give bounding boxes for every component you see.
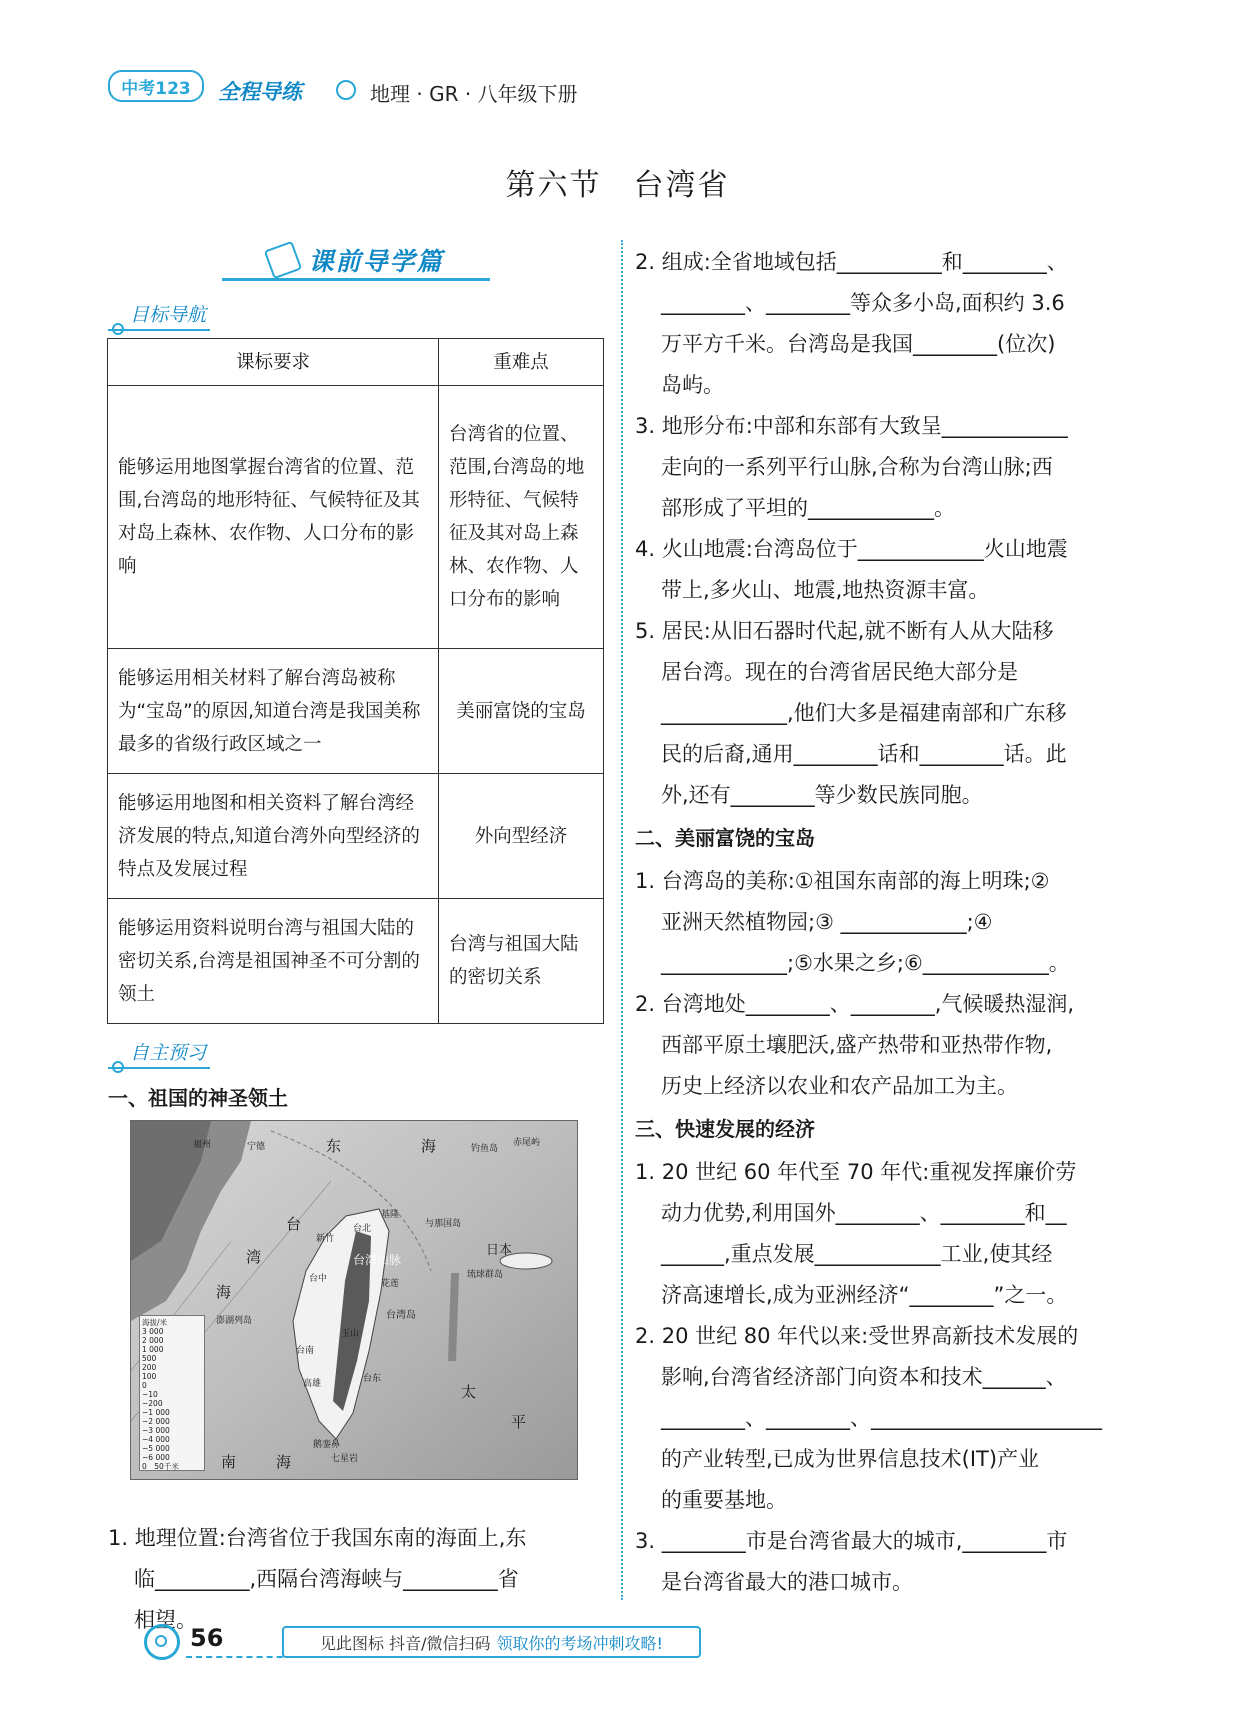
question-line: 2. 组成:全省地域包括__________和________、 <box>635 250 1068 274</box>
question-line: 1. 地理位置:台湾省位于我国东南的海面上,东 <box>108 1526 527 1550</box>
question-line: 3. 地形分布:中部和东部有大致呈____________ <box>635 414 1068 438</box>
question-line: 4. 火山地震:台湾岛位于____________火山地震 <box>635 537 1068 561</box>
question-line: 历史上经济以农业和农产品加工为主。 <box>661 1074 1018 1098</box>
question-line: ________、________等众多小岛,面积约 3.6 <box>661 291 1065 315</box>
question-line: 临_________,西隔台湾海峡与_________省 <box>134 1567 519 1591</box>
section-title: 课前导学篇 <box>308 247 444 276</box>
legend-item: 1 000 <box>142 1345 164 1354</box>
scan-notice <box>282 1626 701 1658</box>
map-label: 澎湖列岛 <box>216 1316 253 1326</box>
legend-title: 海拔/米 <box>142 1318 168 1327</box>
map-scale: 0 50千米 <box>142 1462 179 1471</box>
map-label: 与那国岛 <box>425 1219 462 1229</box>
table-cell: 能够运用地图和相关资料了解台湾经济发展的特点,知道台湾外向型经济的特点及发展过程 <box>108 774 439 899</box>
question-line: 影响,台湾省经济部门向资本和技术______、 <box>661 1365 1067 1389</box>
map-label: 台中 <box>309 1274 328 1284</box>
map-label: 太 <box>461 1383 477 1401</box>
legend-item: −2 000 <box>142 1417 170 1426</box>
table-row <box>108 774 604 899</box>
question-line: 的重要基地。 <box>661 1488 787 1512</box>
table-cell: 能够运用相关材料了解台湾岛被称为“宝岛”的原因,知道台湾是我国美称最多的省级行政区域之一 <box>108 649 439 774</box>
column-divider <box>621 240 623 1600</box>
map-label: 新竹 <box>316 1234 335 1244</box>
table-cell: 能够运用地图掌握台湾省的位置、范围,台湾岛的地形特征、气候特征及其对岛上森林、农作物、人口分布的影响 <box>108 386 439 649</box>
map-label: 宁德 <box>247 1142 266 1152</box>
map-legend <box>139 1315 205 1471</box>
book-info: 地理 · GR · 八年级下册 <box>370 82 578 106</box>
map-label: 台湾岛 <box>386 1310 416 1321</box>
target-icon <box>336 80 356 100</box>
map-label: 七星岩 <box>331 1454 359 1464</box>
table-cell: 台湾省的位置、范围,台湾岛的地形特征、气候特征及其对岛上森林、农作物、人口分布的影响 <box>439 386 604 649</box>
legend-item: 100 <box>142 1372 157 1381</box>
map-label: 基隆 <box>381 1210 400 1220</box>
map-label: 海 <box>421 1137 437 1155</box>
legend-item: −5 000 <box>142 1444 170 1453</box>
heading-sacred-territory: 一、祖国的神圣领土 <box>108 1086 288 1110</box>
question-line: 民的后裔,通用________话和________话。此 <box>661 742 1067 766</box>
map-label: 南 <box>221 1453 237 1471</box>
question-line: ____________,他们大多是福建南部和广东移 <box>661 701 1067 725</box>
section-banner <box>222 242 490 281</box>
section-heading: 三、快速发展的经济 <box>635 1117 815 1141</box>
map-label: 日本 <box>486 1243 513 1258</box>
table-header: 重难点 <box>439 339 604 386</box>
map-label: 台 <box>286 1215 302 1233</box>
question-line: 5. 居民:从旧石器时代起,就不断有人从大陆移 <box>635 619 1054 643</box>
map-label: 玉山 <box>341 1329 360 1339</box>
legend-item: −1 000 <box>142 1408 170 1417</box>
map-label: 台东 <box>363 1374 382 1384</box>
legend-item: −3 000 <box>142 1426 170 1435</box>
legend-item: −200 <box>142 1399 163 1408</box>
question-line: 部形成了平坦的____________。 <box>661 496 955 520</box>
table-row <box>108 899 604 1024</box>
scan-notice-highlight: 领取你的考场冲刺攻略! <box>496 1633 663 1653</box>
legend-list <box>142 1327 202 1462</box>
right-column <box>635 242 1127 1603</box>
question-line: 动力优势,利用国外________、________和__ <box>661 1201 1067 1225</box>
question-line: 西部平原土壤肥沃,盛产热带和亚热带作物, <box>661 1033 1053 1057</box>
table-header-row <box>108 339 604 386</box>
map-label: 平 <box>511 1413 527 1431</box>
question-line: 2. 20 世纪 80 年代以来:受世界高新技术发展的 <box>635 1324 1079 1348</box>
map-label: 湾 <box>246 1248 262 1266</box>
legend-item: −10 <box>142 1390 158 1399</box>
map-label: 高雄 <box>303 1379 322 1389</box>
question-line: 万平方千米。台湾岛是我国________(位次) <box>661 332 1056 356</box>
table-row <box>108 386 604 649</box>
map-label: 台湾山脉 <box>353 1253 402 1267</box>
map-label: 福州 <box>193 1140 212 1150</box>
legend-item: −6 000 <box>142 1453 170 1462</box>
map-label: 赤尾屿 <box>513 1138 541 1148</box>
section-heading: 二、美丽富饶的宝岛 <box>635 826 815 850</box>
question-line: 是台湾省最大的港口城市。 <box>661 1570 913 1594</box>
brand-logo: 中考123 <box>108 70 204 102</box>
question-line: 1. 台湾岛的美称:①祖国东南部的海上明珠;② <box>635 869 1050 893</box>
question-line: 带上,多火山、地震,地热资源丰富。 <box>661 578 990 602</box>
pen-icon <box>264 241 302 279</box>
map-label: 琉球群岛 <box>467 1270 504 1280</box>
question-location <box>108 1518 608 1641</box>
map-label: 海 <box>216 1283 232 1301</box>
brand-name: 全程导练 <box>218 80 302 104</box>
question-line: 外,还有________等少数民族同胞。 <box>661 783 983 807</box>
table-cell: 美丽富饶的宝岛 <box>439 649 604 774</box>
question-line: 济高速增长,成为亚洲经济“________”之一。 <box>661 1283 1068 1307</box>
page-title: 第六节 台湾省 <box>505 168 730 203</box>
question-line: 走向的一系列平行山脉,合称为台湾山脉;西 <box>661 455 1053 479</box>
legend-item: −4 000 <box>142 1435 170 1444</box>
map-label: 鹅銮鼻 <box>313 1440 341 1450</box>
map-label: 钓鱼岛 <box>471 1144 499 1154</box>
question-line: 亚洲天然植物园;③ ____________;④ <box>661 910 993 934</box>
question-line: 的产业转型,已成为世界信息技术(IT)产业 <box>661 1447 1040 1471</box>
map-label: 海 <box>276 1453 292 1471</box>
legend-item: 500 <box>142 1354 157 1363</box>
question-line: ____________;⑤水果之乡;⑥____________。 <box>661 951 1070 975</box>
map-label: 花莲 <box>381 1279 400 1289</box>
page-number-icon <box>144 1624 180 1660</box>
question-line: ______,重点发展____________工业,使其经 <box>661 1242 1053 1266</box>
map-label: 台北 <box>353 1224 372 1234</box>
map-label: 台南 <box>296 1346 315 1356</box>
scan-notice-text: 见此图标 抖音/微信扫码 <box>320 1633 491 1653</box>
table-cell: 外向型经济 <box>439 774 604 899</box>
map-label: 东 <box>326 1137 342 1155</box>
table-row <box>108 649 604 774</box>
table-header: 课标要求 <box>108 339 439 386</box>
legend-item: 3 000 <box>142 1327 164 1336</box>
legend-item: 2 000 <box>142 1336 164 1345</box>
table-cell: 台湾与祖国大陆的密切关系 <box>439 899 604 1024</box>
goals-table <box>107 338 604 1024</box>
footer-divider <box>186 1656 696 1658</box>
table-cell: 能够运用资料说明台湾与祖国大陆的密切关系,台湾是祖国神圣不可分割的领土 <box>108 899 439 1024</box>
question-line: 岛屿。 <box>661 373 724 397</box>
question-line: 3. ________市是台湾省最大的城市,________市 <box>635 1529 1068 1553</box>
goal-tag: 目标导航 <box>108 300 210 331</box>
question-line: 2. 台湾地处________、________,气候暖热湿润, <box>635 992 1075 1016</box>
preview-tag: 自主预习 <box>108 1038 210 1069</box>
legend-item: 0 <box>142 1381 147 1390</box>
question-line: 相望。 <box>134 1608 197 1632</box>
question-line: ________、________、______________________ <box>661 1406 1102 1430</box>
taiwan-map <box>130 1120 578 1480</box>
question-line: 居台湾。现在的台湾省居民绝大部分是 <box>661 660 1018 684</box>
legend-item: 200 <box>142 1363 157 1372</box>
question-line: 1. 20 世纪 60 年代至 70 年代:重视发挥廉价劳 <box>635 1160 1077 1184</box>
page-number: 56 <box>190 1624 224 1652</box>
